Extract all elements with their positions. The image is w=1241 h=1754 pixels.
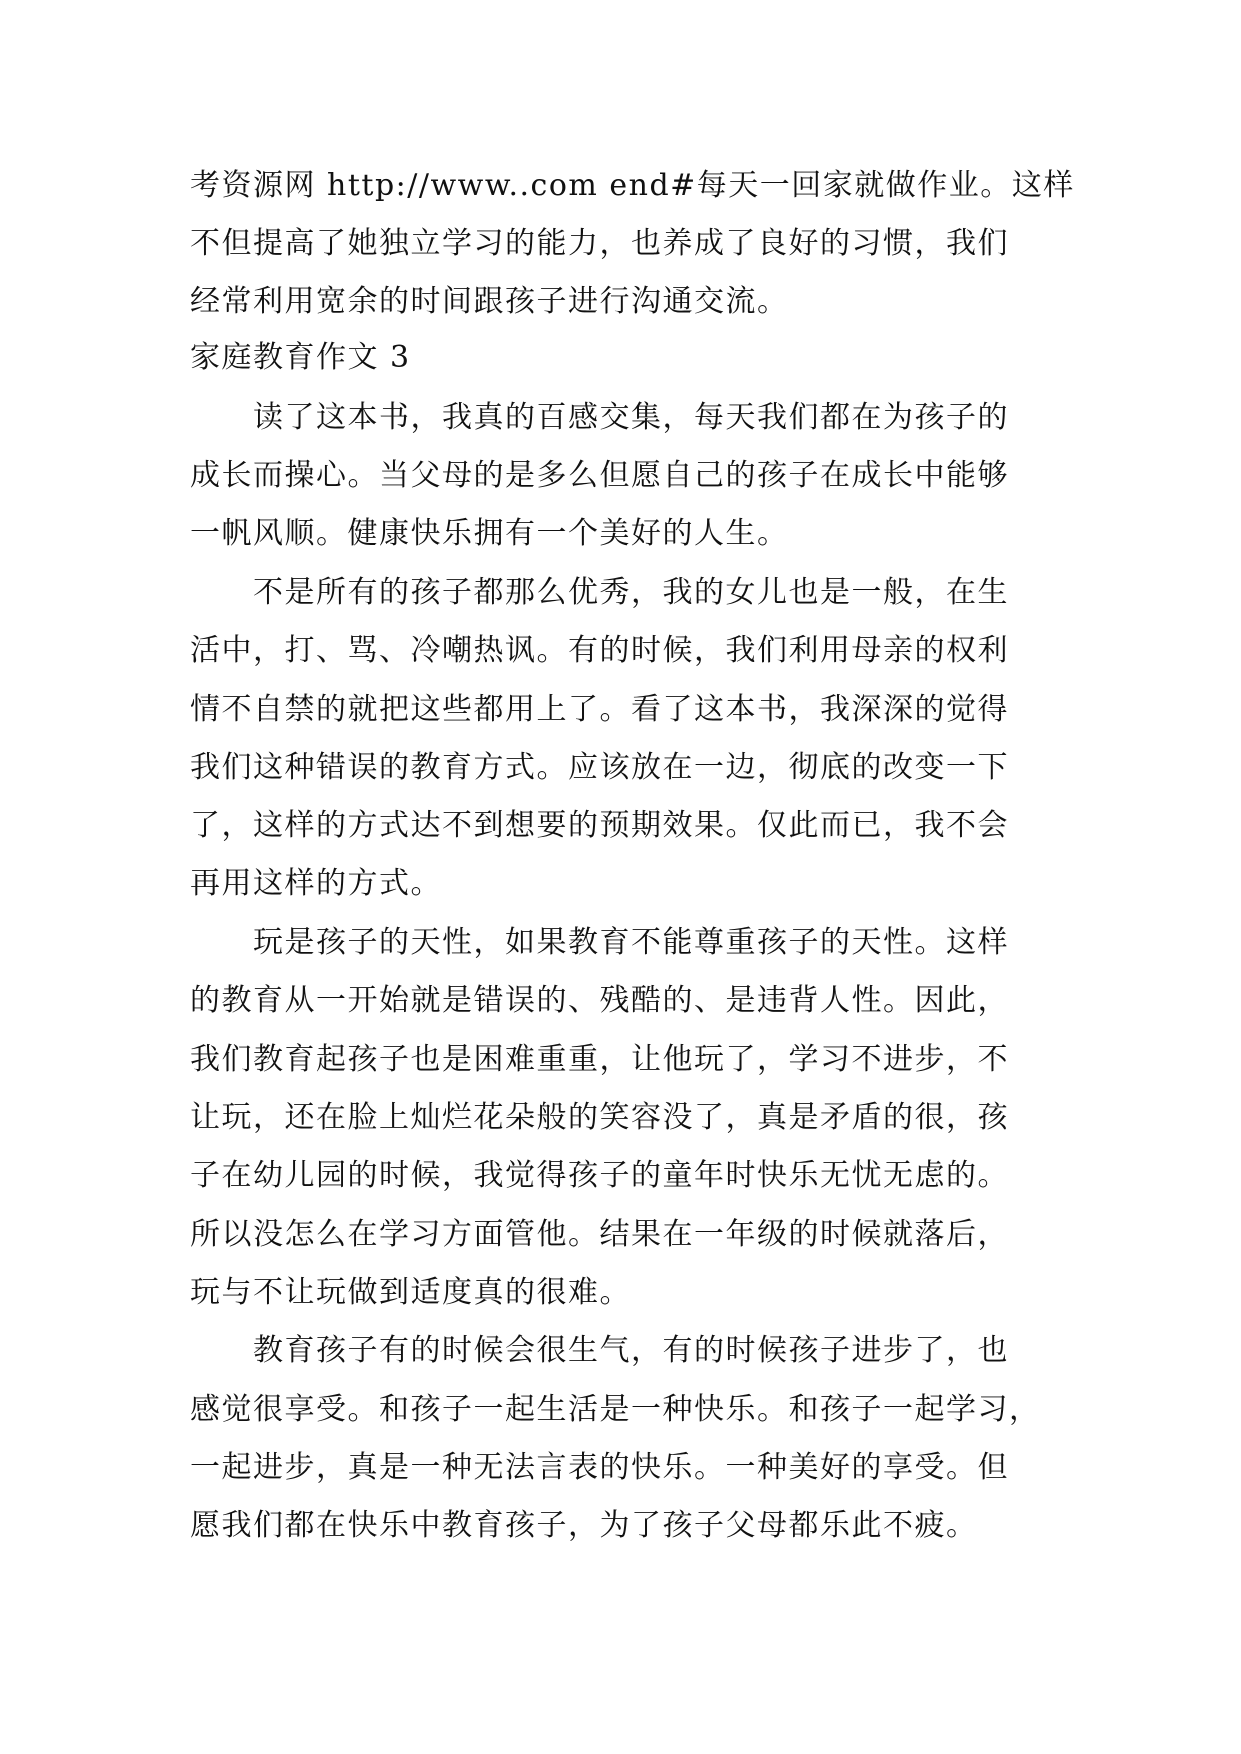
text-line: 一起进步，真是一种无法言表的快乐。一种美好的享受。但 (190, 1450, 1009, 1485)
text-line: 感觉很享受。和孩子一起生活是一种快乐。和孩子一起学习， (190, 1392, 1041, 1427)
text-line: 一帆风顺。健康快乐拥有一个美好的人生。 (190, 516, 789, 551)
text-line: 教育孩子有的时候会很生气，有的时候孩子进步了，也 (190, 1333, 1009, 1368)
text-line: 不是所有的孩子都那么优秀，我的女儿也是一般，在生 (190, 575, 1009, 610)
text-line: 玩与不让玩做到适度真的很难。 (190, 1275, 631, 1310)
text-line: 我们教育起孩子也是困难重重，让他玩了，学习不进步，不 (190, 1042, 1009, 1077)
text-line: 考资源网 http://www..com end#每天一回家就做作业。这样 (190, 168, 1075, 203)
text-line: 玩是孩子的天性，如果教育不能尊重孩子的天性。这样 (190, 925, 1009, 960)
text-line: 所以没怎么在学习方面管他。结果在一年级的时候就落后， (190, 1217, 1009, 1252)
text-line: 读了这本书，我真的百感交集，每天我们都在为孩子的 (190, 400, 1009, 435)
text-line: 的教育从一开始就是错误的、残酷的、是违背人性。因此， (190, 983, 1009, 1018)
text-line: 子在幼儿园的时候，我觉得孩子的童年时快乐无忧无虑的。 (190, 1158, 1009, 1193)
text-line: 让玩，还在脸上灿烂花朵般的笑容没了，真是矛盾的很，孩 (190, 1100, 1009, 1135)
text-line: 了，这样的方式达不到想要的预期效果。仅此而已，我不会 (190, 808, 1009, 843)
text-line: 活中，打、骂、冷嘲热讽。有的时候，我们利用母亲的权利 (190, 633, 1009, 668)
text-line: 经常利用宽余的时间跟孩子进行沟通交流。 (190, 284, 789, 319)
text-line: 愿我们都在快乐中教育孩子，为了孩子父母都乐此不疲。 (190, 1508, 978, 1543)
text-line: 情不自禁的就把这些都用上了。看了这本书，我深深的觉得 (190, 692, 1009, 727)
text-line: 再用这样的方式。 (190, 866, 442, 901)
text-line: 我们这种错误的教育方式。应该放在一边，彻底的改变一下 (190, 750, 1009, 785)
text-line: 不但提高了她独立学习的能力，也养成了良好的习惯，我们 (190, 226, 1009, 261)
text-line: 成长而操心。当父母的是多么但愿自己的孩子在成长中能够 (190, 458, 1009, 493)
section-heading: 家庭教育作文 3 (190, 340, 411, 375)
